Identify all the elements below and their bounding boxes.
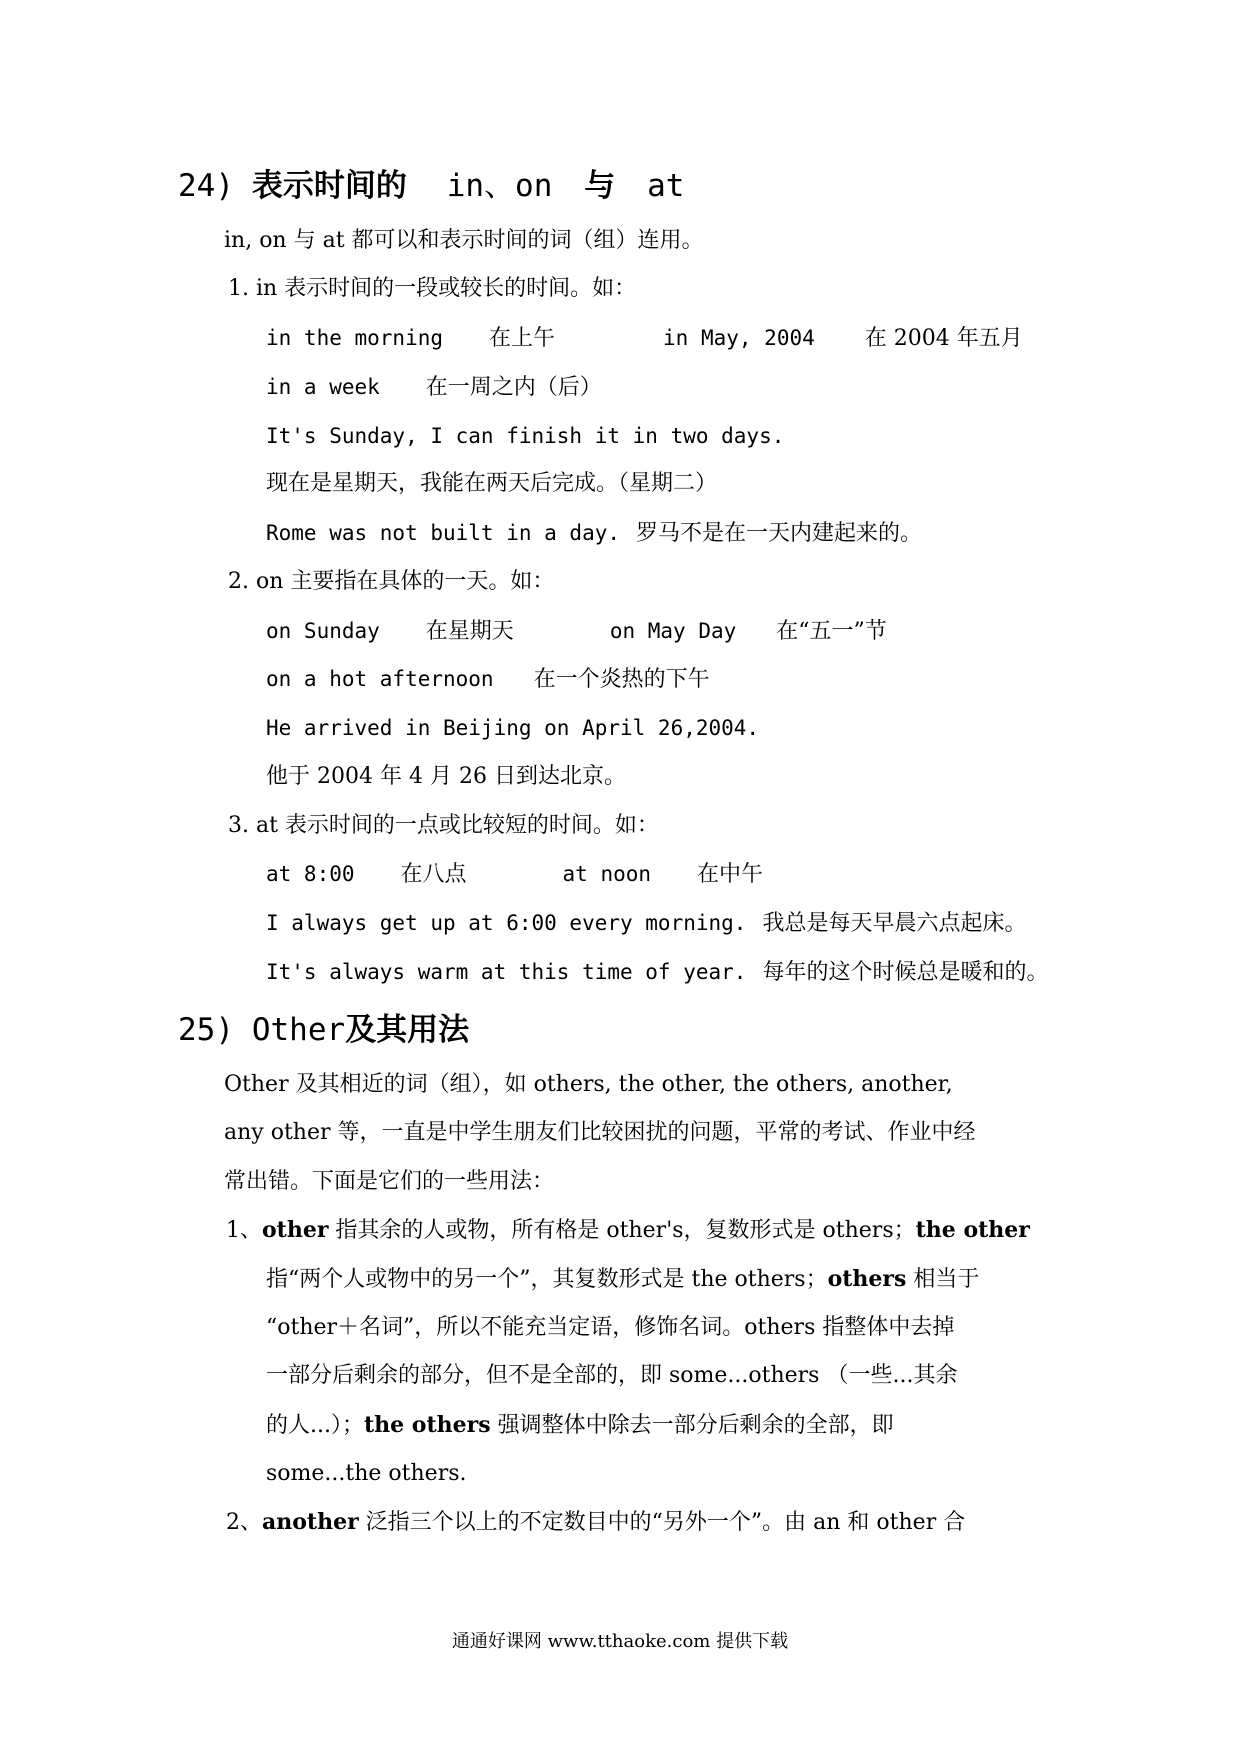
example-en: in a week: [266, 375, 380, 399]
para-1-text: 指“两个人或物中的另一个”，其复数形式是 the others；: [266, 1267, 828, 1292]
section-25-intro-line-1: Other 及其相近的词（组），如 others, the other, the others, another,: [224, 1072, 953, 1097]
example-en: at noon: [562, 862, 652, 886]
section-24-intro: in, on 与 at 都可以和表示时间的词（组）连用。: [224, 228, 704, 253]
example-en: at 8:00: [266, 862, 355, 886]
keyword-another: another: [262, 1509, 359, 1535]
item-1-example-row-2: [266, 372, 602, 403]
section-24-title-yu: 与: [584, 168, 616, 204]
example-zh: 在上午: [489, 326, 556, 351]
example-zh: 在一周之内（后）: [425, 375, 602, 400]
section-25-intro-line-3: 常出错。下面是它们的一些用法：: [224, 1169, 555, 1194]
sentence-zh: 每年的这个时候总是暖和的。: [762, 960, 1049, 985]
item-1-label: 1. in 表示时间的一段或较长的时间。如：: [228, 276, 637, 301]
para-1-line-3: “other＋名词”，所以不能充当定语，修饰名词。others 指整体中去掉: [266, 1315, 955, 1340]
section-24-heading: [178, 166, 684, 206]
example-zh: 在一个炎热的下午: [533, 667, 710, 692]
sentence-en: Rome was not built in a day.: [266, 521, 621, 545]
example-en: on Sunday: [266, 619, 380, 643]
item-1-sentence-1-en: It's Sunday, I can finish it in two days.: [266, 424, 785, 448]
section-24-title-en2: at: [647, 168, 685, 204]
para-1-line-5: [266, 1410, 894, 1441]
para-1-line-2: [266, 1264, 979, 1295]
item-3-sentence-2: [266, 957, 1048, 988]
para-1-text: 相当于: [906, 1267, 980, 1292]
example-en: on a hot afternoon: [266, 667, 494, 691]
example-en: in May, 2004: [663, 326, 815, 350]
sentence-zh: 罗马不是在一天内建起来的。: [636, 521, 923, 546]
section-25-title-zh: 及其用法: [345, 1012, 470, 1048]
section-24-title-en1: in、on: [446, 168, 553, 204]
example-zh: 在八点: [400, 862, 467, 887]
section-24-number: 24): [178, 168, 234, 204]
para-1-line-1: [226, 1215, 1030, 1246]
example-zh: 在星期天: [425, 619, 514, 644]
section-25-heading: [178, 1010, 469, 1050]
example-en: in the morning: [266, 326, 444, 350]
sentence-en: It's always warm at this time of year.: [266, 960, 747, 984]
para-2-text: 泛指三个以上的不定数目中的“另外一个”。由 an 和 other 合: [358, 1510, 966, 1535]
item-2-sentence-1-en: He arrived in Beijing on April 26,2004.: [266, 716, 760, 740]
item-2-example-row-2: [266, 664, 710, 695]
keyword-the-others: the others: [363, 1412, 491, 1438]
para-1-line-4: 一部分后剩余的部分，但不是全部的，即 some...others （一些...其余: [266, 1363, 958, 1388]
example-zh: 在“五一”节: [776, 619, 887, 644]
para-1-text: 的人...）；: [266, 1413, 364, 1438]
item-2-sentence-1-zh: 他于 2004 年 4 月 26 日到达北京。: [266, 764, 626, 789]
para-2-line-1: [226, 1507, 965, 1538]
para-1-text: 指其余的人或物，所有格是 other's，复数形式是 others；: [328, 1218, 916, 1243]
section-25-intro-line-2: any other 等，一直是中学生朋友们比较困扰的问题，平常的考试、作业中经: [224, 1120, 976, 1145]
item-2-example-row-1: [266, 616, 887, 647]
para-1-line-6: some...the others.: [266, 1461, 467, 1486]
example-zh: 在中午: [697, 862, 764, 887]
keyword-others: others: [827, 1266, 907, 1292]
section-25-title-en: Other: [251, 1012, 346, 1048]
item-1-sentence-2: [266, 518, 922, 549]
example-zh: 在 2004 年五月: [864, 326, 1023, 351]
para-2-number: 2、: [226, 1510, 262, 1535]
page-footer: 通通好课网 www.tthaoke.com 提供下载: [451, 1631, 789, 1652]
section-25-number: 25): [178, 1012, 234, 1048]
section-24-title-zh: 表示时间的: [251, 168, 407, 204]
item-2-label: 2. on 主要指在具体的一天。如：: [228, 569, 555, 594]
sentence-zh: 我总是每天早晨六点起床。: [762, 911, 1027, 936]
para-1-text: 强调整体中除去一部分后剩余的全部，即: [490, 1413, 894, 1438]
item-3-example-row-1: [266, 859, 763, 890]
keyword-other: other: [262, 1217, 329, 1243]
para-1-number: 1、: [226, 1218, 262, 1243]
sentence-en: I always get up at 6:00 every morning.: [266, 911, 747, 935]
item-3-label: 3. at 表示时间的一点或比较短的时间。如：: [228, 813, 659, 838]
item-3-sentence-1: [266, 908, 1026, 939]
item-1-sentence-1-zh: 现在是星期天，我能在两天后完成。（星期二）: [266, 471, 718, 496]
keyword-the-other: the other: [915, 1217, 1030, 1243]
example-en: on May Day: [609, 619, 737, 643]
item-1-example-row-1: [266, 323, 1023, 354]
